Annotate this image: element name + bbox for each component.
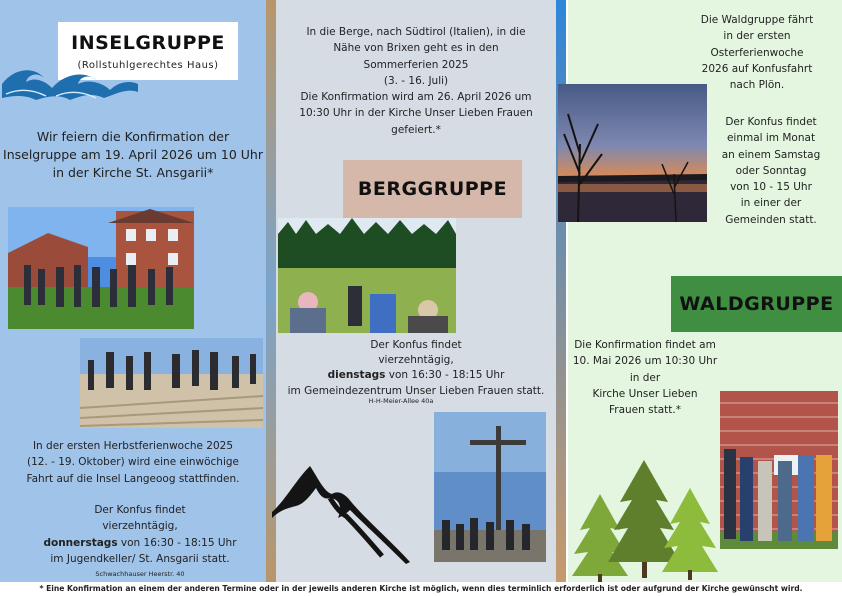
waldgruppe-konfus-text bbox=[700, 114, 842, 228]
konfus-time: von 16:30 - 18:15 Uhr bbox=[117, 536, 237, 549]
berggruppe-address: H-H-Meier-Allee 40a bbox=[368, 397, 434, 405]
text-line: vierzehntägig, bbox=[378, 354, 454, 367]
text-line: von 10 - 15 Uhr bbox=[730, 181, 812, 194]
text-line: Der Konfus findet bbox=[725, 116, 817, 128]
text-line: In die Berge, nach Südtirol (Italien), in die bbox=[306, 26, 526, 38]
mountain-icon bbox=[270, 458, 430, 574]
berggruppe-meadow-photo bbox=[278, 218, 456, 333]
inselgruppe-trip-text bbox=[0, 438, 266, 487]
konfus-schedule bbox=[0, 535, 280, 551]
berggruppe-summit-cross-photo bbox=[434, 412, 546, 562]
inselgruppe-confirmation-text bbox=[0, 128, 266, 182]
inselgruppe-konfus-text bbox=[0, 502, 280, 567]
berggruppe-title: BERGGRUPPE bbox=[343, 160, 522, 218]
text-line: 2026 auf Konfusfahrt bbox=[701, 62, 813, 75]
konfus-time: von 16:30 - 18:15 Uhr bbox=[385, 369, 505, 382]
text-line: Nähe von Brixen geht es in den bbox=[333, 42, 499, 55]
text-line: vierzehntägig, bbox=[102, 520, 178, 533]
text-line: 10. Mai 2026 um 10:30 Uhr bbox=[572, 355, 718, 368]
text-line: gefeiert.* bbox=[391, 123, 441, 136]
inselgruppe-address: Schwachhauser Heerstr. 40 bbox=[95, 570, 185, 578]
text-line: nach Plön. bbox=[729, 79, 785, 92]
inselgruppe-beach-photo bbox=[80, 338, 263, 428]
berggruppe-intro-text bbox=[276, 24, 556, 138]
text-line: Der Konfus findet bbox=[94, 504, 186, 516]
waldgruppe-confirmation-text bbox=[568, 337, 722, 418]
text-line: in der ersten bbox=[723, 30, 791, 43]
text-line: oder Sonntag bbox=[735, 164, 807, 177]
text-line: Sommerferien 2025 bbox=[363, 58, 469, 71]
inselgruppe-subtitle: (Rollstuhlgerechtes Haus) bbox=[77, 59, 219, 71]
text-line: Kirche Unser Lieben bbox=[592, 387, 698, 400]
text-line: (3. - 16. Juli) bbox=[383, 74, 449, 87]
text-line: 10:30 Uhr in der Kirche Unser Lieben Frauen bbox=[299, 107, 533, 120]
text-line: Osterferienwoche bbox=[710, 46, 804, 59]
inselgruppe-title: INSELGRUPPE bbox=[71, 31, 225, 54]
text-line: Die Konfirmation findet am bbox=[574, 339, 716, 351]
text-line: in der bbox=[629, 371, 661, 384]
berggruppe-konfus-text bbox=[276, 338, 556, 399]
text-line: in der Kirche St. Ansgarii* bbox=[52, 165, 214, 181]
text-line: In der ersten Herbstferienwoche 2025 bbox=[32, 440, 234, 452]
konfus-place: im Gemeindezentrum Unser Lieben Frauen statt. bbox=[287, 384, 545, 397]
fir-trees-icon bbox=[572, 458, 720, 586]
waldgruppe-brickwall-photo bbox=[720, 391, 838, 549]
waldgruppe-sunset-photo bbox=[558, 84, 707, 222]
text-line: Die Waldgruppe fährt bbox=[700, 14, 814, 26]
text-line: Fahrt auf die Insel Langeoog stattfinden. bbox=[26, 472, 240, 485]
waldgruppe-title: WALDGRUPPE bbox=[671, 276, 842, 332]
text-line: Frauen statt.* bbox=[609, 404, 681, 417]
text-line: an einem Samstag bbox=[721, 148, 821, 161]
text-line: Der Konfus findet bbox=[370, 339, 462, 351]
text-line: Gemeinden statt. bbox=[725, 213, 817, 226]
konfus-day: dienstags bbox=[327, 369, 386, 382]
wave-icon bbox=[0, 62, 140, 108]
inselgruppe-house-photo bbox=[8, 207, 194, 329]
text-line: Wir feiern die Konfirmation der bbox=[36, 129, 230, 144]
text-line: Inselgruppe am 19. April 2026 um 10 Uhr bbox=[3, 147, 263, 163]
konfus-schedule bbox=[276, 368, 556, 383]
text-line: Die Konfirmation wird am 26. April 2026 um bbox=[300, 91, 532, 104]
konfus-place: im Jugendkeller/ St. Ansgarii statt. bbox=[50, 552, 230, 565]
text-line: einmal im Monat bbox=[726, 132, 816, 145]
footnote: * Eine Konfirmation an einem der anderen Termine oder in der jeweils anderen Kirche ist möglich, wenn dies terminlich erforderlich ist oder aufgrund der Kirche gewünscht wird. bbox=[0, 582, 842, 596]
text-line: (12. - 19. Oktober) wird eine einwöchige bbox=[26, 456, 240, 469]
text-line: in einer der bbox=[740, 197, 802, 210]
waldgruppe-trip-text bbox=[672, 12, 842, 93]
konfus-day: donnerstags bbox=[43, 536, 118, 549]
